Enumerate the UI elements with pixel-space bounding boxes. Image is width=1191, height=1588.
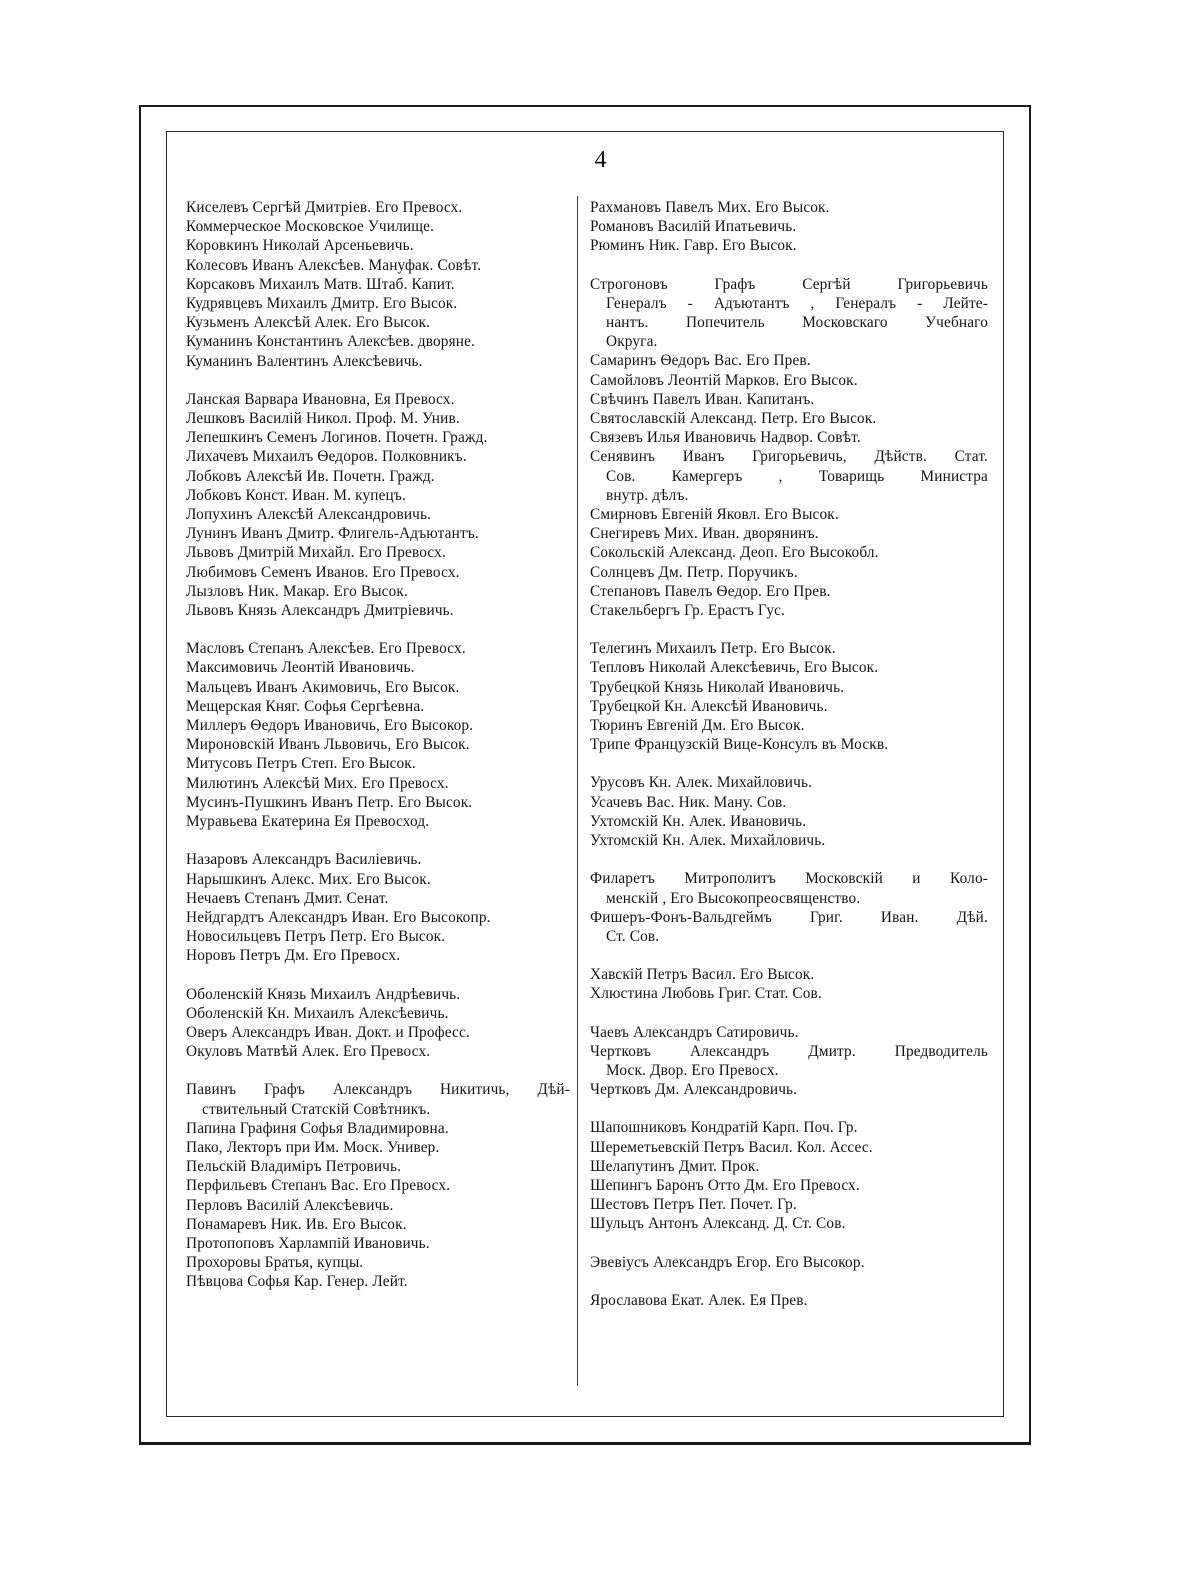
- directory-entry: Мусинъ-Пушкинъ Иванъ Петр. Его Высок.: [186, 793, 473, 811]
- directory-entry: Протопоповъ Харлампій Ивановичь.: [186, 1234, 430, 1252]
- directory-entry: Пельскій Владиміръ Петровичь.: [186, 1158, 402, 1176]
- letter-group: [590, 639, 988, 754]
- directory-entry: Стакельбергъ Гр. Ерастъ Гус.: [590, 602, 786, 620]
- letter-group: [186, 390, 570, 620]
- directory-entry: нантъ. Попечитель Московскаго Учебнаго: [606, 314, 988, 332]
- directory-entry: Назаровъ Александръ Василіевичь.: [186, 851, 422, 869]
- directory-entry: Львовъ Князь Александръ Дмитріевичь.: [186, 602, 454, 620]
- directory-entry: Ухтомскій Кн. Алек. Михайловичь.: [590, 832, 826, 850]
- directory-entry: Рахмановъ Павелъ Мих. Его Высок.: [590, 199, 830, 216]
- directory-entry: Урусовъ Кн. Алек. Михайловичь.: [590, 774, 813, 792]
- directory-entry: ствительный Статскій Совѣтникъ.: [202, 1100, 431, 1118]
- directory-entry: Масловъ Степанъ Алексѣев. Его Превосх.: [186, 640, 466, 658]
- directory-entry: Усачевъ Вас. Ник. Ману. Сов.: [590, 793, 787, 811]
- directory-entry: Львовъ Дмитрій Михайл. Его Превосх.: [186, 544, 446, 562]
- letter-group: [186, 639, 570, 831]
- letter-group: [590, 1118, 988, 1233]
- left-column: [186, 198, 570, 1311]
- directory-entry: Куманинъ Валентинъ Алексѣевичь.: [186, 352, 423, 370]
- directory-entry: Мироновскій Иванъ Львовичь, Его Высок.: [186, 736, 470, 754]
- directory-entry: Ст. Сов.: [606, 927, 660, 945]
- directory-entry: Лобковъ Алексѣй Ив. Почетн. Гражд.: [186, 467, 435, 485]
- directory-entry: Понамаревъ Ник. Ив. Его Высок.: [186, 1215, 407, 1233]
- directory-entry: Корсаковъ Михаилъ Матв. Штаб. Капит.: [186, 275, 455, 293]
- directory-entry: Лобковъ Конст. Иван. М. купецъ.: [186, 486, 406, 504]
- directory-entry: Пако, Лекторъ при Им. Моск. Унивеp.: [186, 1138, 440, 1156]
- directory-entry: Новосильцевъ Петръ Петр. Его Высок.: [186, 928, 446, 946]
- directory-entry: Куманинъ Константинъ Алексѣев. дворяне.: [186, 333, 476, 351]
- page-number: 4: [594, 147, 607, 173]
- letter-group: [186, 1080, 570, 1291]
- letter-group: [186, 198, 570, 371]
- directory-entry: Фишеръ-Фонъ-Вальдгеймъ Григ. Иван. Дѣй.: [590, 908, 988, 926]
- directory-entry: Митусовъ Петръ Степ. Его Высок.: [186, 755, 416, 773]
- directory-entry: Коровкинъ Николай Арсеньевичь.: [186, 237, 414, 255]
- directory-entry: Генералъ - Адъютантъ , Генералъ - Лейте-: [606, 294, 988, 312]
- directory-entry: Солнцевъ Дм. Петр. Поручикъ.: [590, 563, 798, 581]
- directory-entry: Филаретъ Митрополитъ Московскій и Коло-: [590, 870, 988, 888]
- directory-entry: Степановъ Павелъ Ѳедор. Его Прев.: [590, 582, 831, 600]
- directory-entry: Строгоновъ Графъ Сергѣй Григорьевичь: [590, 275, 988, 293]
- directory-entry: Папина Графиня Софья Владимировна.: [186, 1119, 449, 1137]
- directory-entry: Хавскій Петръ Васил. Его Высок.: [590, 966, 815, 984]
- directory-entry: Перфильевъ Степанъ Вас. Его Превосх.: [186, 1177, 451, 1195]
- directory-entry: Сенявинъ Иванъ Григорьевичь, Дѣйств. Стат.: [590, 448, 988, 466]
- directory-entry: Самойловъ Леонтій Марков. Его Высок.: [590, 371, 858, 389]
- directory-entry: Шереметьевскій Петръ Васил. Кол. Ассес.: [590, 1138, 873, 1156]
- letter-group: [186, 985, 570, 1062]
- directory-entry: Сов. Камергеръ , Товарищь Министра: [606, 467, 988, 485]
- right-column: [590, 198, 988, 1329]
- directory-entry: Прохоровы Братья, купцы.: [186, 1254, 364, 1272]
- directory-entry: Киселевъ Сергѣй Дмитріев. Его Превосх.: [186, 199, 463, 216]
- directory-entry: Нарышкинъ Алекс. Мих. Его Высок.: [186, 870, 431, 888]
- directory-entry: Шепингъ Баронъ Отто Дм. Его Превосх.: [590, 1176, 860, 1194]
- directory-entry: Хлюстина Любовь Григ. Стат. Сов.: [590, 985, 822, 1003]
- letter-group: [590, 275, 988, 621]
- directory-entry: Телегинъ Михаилъ Петр. Его Высок.: [590, 640, 836, 658]
- directory-entry: Шапошниковъ Кондратій Карп. Поч. Гр.: [590, 1119, 858, 1137]
- directory-entry: Павинъ Графъ Александръ Никитичь, Дѣй-: [186, 1081, 570, 1099]
- directory-entry: Тепловъ Николай Алексѣевичь, Его Высок.: [590, 659, 879, 677]
- letter-group: [590, 1253, 988, 1272]
- directory-entry: Окуловъ Матвѣй Алек. Его Превосх.: [186, 1043, 431, 1061]
- directory-entry: Оболенскій Кн. Михаилъ Алексѣевичь.: [186, 1004, 449, 1022]
- directory-entry: Связевъ Илья Ивановичь Надвор. Совѣт.: [590, 429, 861, 447]
- directory-entry: Сокольскій Александ. Деоп. Его Высокобл.: [590, 544, 879, 562]
- directory-entry: Кузьменъ Алексѣй Алек. Его Высок.: [186, 314, 431, 332]
- directory-entry: внутр. дѣлъ.: [606, 486, 689, 504]
- directory-entry: Мещерская Княг. Софья Сергѣевна.: [186, 697, 425, 715]
- letter-group: [590, 198, 988, 256]
- directory-entry: Святославскій Александ. Петр. Его Высок.: [590, 410, 877, 428]
- directory-entry: Чертковъ Дм. Александровичь.: [590, 1081, 798, 1099]
- directory-entry: Оверъ Александръ Иван. Докт. и Професс.: [186, 1023, 470, 1041]
- directory-entry: Чертковъ Александръ Дмитр. Предводитель: [590, 1042, 988, 1060]
- directory-entry: Любимовъ Семенъ Иванов. Его Превосх.: [186, 563, 460, 581]
- directory-entry: Шелапутинъ Дмит. Прок.: [590, 1157, 760, 1175]
- directory-entry: Чаевъ Александръ Сатировичь.: [590, 1023, 799, 1041]
- directory-entry: Максимовичь Леонтій Ивановичь.: [186, 659, 415, 677]
- letter-group: [186, 850, 570, 965]
- directory-entry: Трипе Французскій Вице-Консулъ въ Москв.: [590, 736, 889, 754]
- directory-entry: Мальцевъ Иванъ Акимовичь, Его Высок.: [186, 678, 460, 696]
- directory-entry: Милютинъ Алексѣй Мих. Его Превосх.: [186, 774, 449, 792]
- letter-group: [590, 965, 988, 1003]
- directory-entry: Эвевіусъ Александръ Егор. Его Высокор.: [590, 1253, 865, 1271]
- directory-entry: Трубецкой Кн. Алексѣй Ивановичь.: [590, 697, 828, 715]
- directory-entry: Ухтомскій Кн. Алек. Ивановичь.: [590, 812, 807, 830]
- directory-entry: Кудрявцевъ Михаилъ Дмитр. Его Высок.: [186, 295, 458, 313]
- directory-entry: Моск. Двор. Его Превосх.: [606, 1061, 779, 1079]
- directory-entry: Романовъ Василій Ипатьевичь.: [590, 218, 797, 236]
- directory-entry: Рюминъ Ник. Гавр. Его Высок.: [590, 237, 797, 255]
- directory-entry: Лопухинъ Алексѣй Александровичь.: [186, 506, 432, 524]
- directory-entry: Лунинъ Иванъ Дмитр. Флигель-Адъютантъ.: [186, 525, 479, 543]
- directory-entry: Шульцъ Антонъ Александ. Д. Ст. Сов.: [590, 1215, 846, 1233]
- letter-group: [590, 869, 988, 946]
- letter-group: [590, 773, 988, 850]
- directory-entry: Муравьева Екатерина Ея Превосход.: [186, 813, 430, 831]
- directory-entry: Ланская Варвара Ивановна, Ея Превосх.: [186, 390, 455, 408]
- directory-entry: Смирновъ Евгеній Яковл. Его Высок.: [590, 506, 839, 524]
- directory-entry: Лихачевъ Михаилъ Ѳедоров. Полковникъ.: [186, 448, 467, 466]
- directory-entry: Тюринъ Евгеній Дм. Его Высок.: [590, 717, 805, 735]
- directory-entry: Коммерческое Московское Училище.: [186, 218, 435, 236]
- letter-group: [590, 1291, 988, 1310]
- directory-entry: Трубецкой Князь Николай Ивановичь.: [590, 678, 845, 696]
- directory-entry: менскій , Его Высокопреосвященство.: [606, 889, 861, 907]
- directory-entry: Пѣвцова Софья Кар. Генер. Лейт.: [186, 1273, 408, 1291]
- directory-entry: Норовъ Петръ Дм. Его Превосх.: [186, 947, 401, 965]
- directory-entry: Ярославова Екат. Алек. Ея Прев.: [590, 1291, 808, 1309]
- directory-entry: Нечаевъ Степанъ Дмит. Сенат.: [186, 889, 389, 907]
- directory-entry: Миллеръ Ѳедоръ Ивановичь, Его Высокор.: [186, 717, 474, 735]
- directory-entry: Оболенскій Князь Михаилъ Андрѣевичь.: [186, 985, 461, 1003]
- directory-entry: Свѣчинъ Павелъ Иван. Капитанъ.: [590, 390, 815, 408]
- directory-entry: Снегиревъ Мих. Иван. дворянинъ.: [590, 525, 819, 543]
- directory-entry: Нейдгардтъ Александръ Иван. Его Высокопр.: [186, 908, 491, 926]
- directory-entry: Шестовъ Петръ Пет. Почет. Гр.: [590, 1196, 797, 1214]
- letter-group: [590, 1023, 988, 1100]
- directory-entry: Округа.: [606, 333, 658, 351]
- directory-entry: Лызловъ Ник. Макар. Его Высок.: [186, 582, 408, 600]
- directory-entry: Самаринъ Ѳедоръ Вас. Его Прев.: [590, 352, 811, 370]
- directory-entry: Лешковъ Василій Никол. Проф. М. Унив.: [186, 410, 460, 428]
- column-divider: [577, 196, 578, 1386]
- directory-entry: Лепешкинъ Семенъ Логинов. Почетн. Гражд.: [186, 429, 488, 447]
- directory-entry: Перловъ Василій Алексѣевичь.: [186, 1196, 394, 1214]
- directory-entry: Колесовъ Иванъ Алексѣев. Мануфак. Совѣт.: [186, 256, 482, 274]
